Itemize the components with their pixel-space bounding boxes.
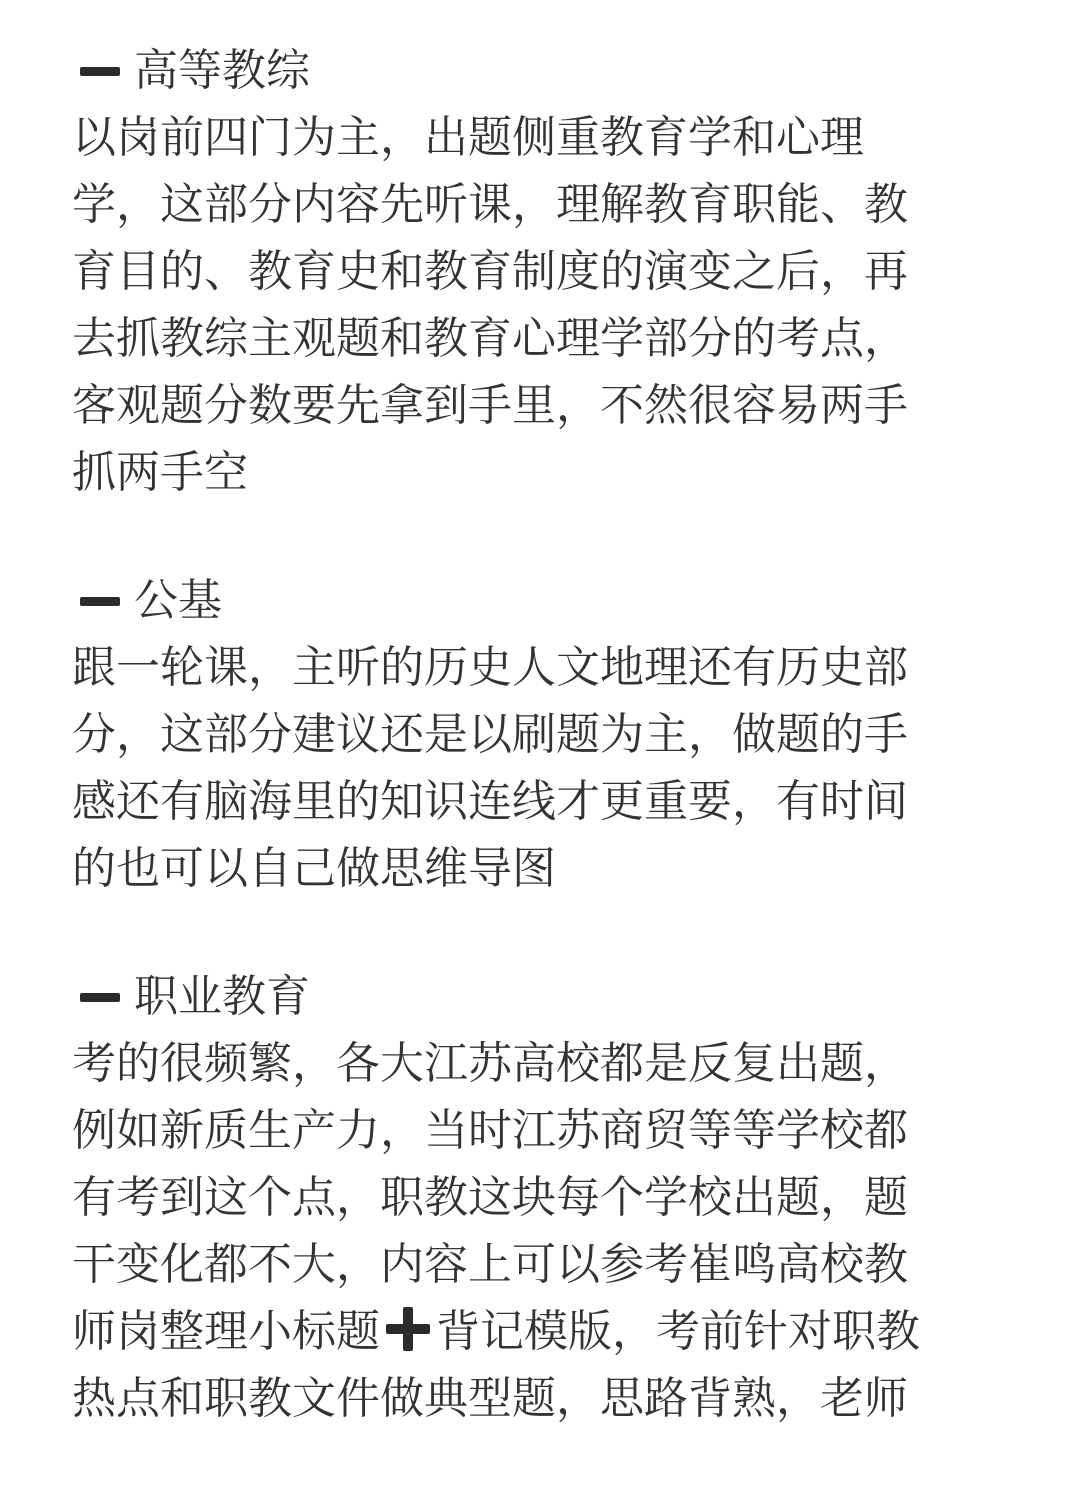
section-title: 公基 xyxy=(134,575,222,626)
paragraph-line: 例如新质生产力，当时江苏商贸等等学校都 xyxy=(72,1105,908,1156)
paragraph-line-with-plus xyxy=(72,1298,1008,1365)
plus-icon xyxy=(386,1307,430,1351)
article-body xyxy=(72,38,1008,1494)
paragraph-line: 的也可以自己做思维导图 xyxy=(72,843,556,894)
dash-icon xyxy=(80,993,120,1002)
section-public-basics xyxy=(72,568,1008,902)
paragraph-line: 分，这部分建议还是以刷题为主，做题的手 xyxy=(72,709,908,760)
paragraph-line: 抓两手空 xyxy=(72,447,248,498)
paragraph-line: 学，这部分内容先听课，理解教育职能、教 xyxy=(72,179,908,230)
dash-icon xyxy=(80,67,120,76)
section-vocational-education xyxy=(72,964,1008,1432)
paragraph-line: 考的很频繁，各大江苏高校都是反复出题， xyxy=(72,1038,908,1089)
paragraph-line: 去抓教综主观题和教育心理学部分的考点， xyxy=(72,313,908,364)
paragraph-line: 客观题分数要先拿到手里，不然很容易两手 xyxy=(72,380,908,431)
section-heading xyxy=(72,568,1008,634)
paragraph-line: 育目的、教育史和教育制度的演变之后，再 xyxy=(72,246,908,297)
section-heading xyxy=(72,38,1008,104)
dash-icon xyxy=(80,597,120,606)
paragraph-line: 跟一轮课，主听的历史人文地理还有历史部 xyxy=(72,642,908,693)
section-higher-education xyxy=(72,38,1008,506)
line-text-before-icon: 师岗整理小标题 xyxy=(72,1306,380,1357)
paragraph-line: 热点和职教文件做典型题，思路背熟，老师 xyxy=(72,1373,908,1424)
paragraph-line: 干变化都不大，内容上可以参考崔鸣高校教 xyxy=(72,1239,908,1290)
paragraph-line: 有考到这个点，职教这块每个学校出题，题 xyxy=(72,1172,908,1223)
section-heading xyxy=(72,964,1008,1030)
section-title: 职业教育 xyxy=(134,971,310,1022)
paragraph-line: 以岗前四门为主，出题侧重教育学和心理 xyxy=(72,112,864,163)
paragraph-line: 感还有脑海里的知识连线才更重要，有时间 xyxy=(72,776,908,827)
line-text-after-icon: 背记模版，考前针对职教 xyxy=(436,1306,920,1357)
section-title: 高等教综 xyxy=(134,45,310,96)
